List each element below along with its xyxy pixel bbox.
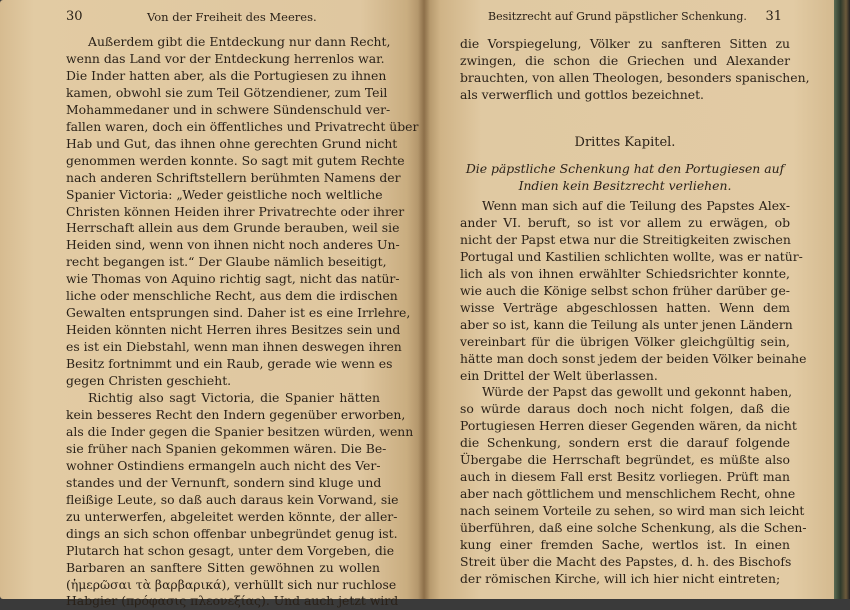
text-line: standes und der Vernunft, sondern sind kluge und <box>66 474 382 490</box>
text-line: als verwerflich und gottlos bezeichnet. <box>460 86 704 102</box>
text-line: wenn das Land vor der Entdeckung herrenlos war. <box>66 50 385 66</box>
text-line: nicht der Papst etwa nur die Streitigkeiten zwischen <box>460 231 791 247</box>
text-line: fleißige Leute, so daß auch daraus kein Vorwand, sie <box>66 491 399 507</box>
book-cover-edge <box>834 0 850 599</box>
right-page <box>424 0 834 599</box>
text-line: so würde daraus doch noch nicht folgen, daß die <box>460 401 790 417</box>
left-page <box>0 0 424 609</box>
page-number: 31 <box>765 9 782 24</box>
text-line: zu unterwerfen, abgeleitet werden könnte, der aller- <box>66 508 398 524</box>
text-line: aber nach göttlichem und menschlichem Recht, ohne <box>460 486 796 502</box>
left-page-text <box>66 34 419 610</box>
text-line: Heiden könnten nicht Herren ihres Besitzes sein und <box>66 322 401 338</box>
text-line: der römischen Kirche, will ich hier nicht eintreten; <box>460 570 781 586</box>
text-line: Mohammedaner und in schwere Sündenschuld ver- <box>66 101 391 117</box>
text-line: ander VI. beruft, so ist vor allem zu erwägen, ob <box>460 214 790 230</box>
text-line: Würde der Papst das gewollt und gekonnt haben, <box>482 384 793 400</box>
text-line: kein besseres Recht den Indern gegenüber erworben, <box>66 406 406 422</box>
text-line: zwingen, die schon die Griechen und Alexander <box>460 52 790 68</box>
text-line: Plutarch hat schon gesagt, unter dem Vorgeben, die <box>66 542 395 558</box>
text-line: gegen Christen geschieht. <box>66 373 232 389</box>
text-line: Streit über die Macht des Papstes, d. h. des Bischofs <box>460 554 792 570</box>
text-line: hätte man doch sonst jedem der beiden Völker beinahe <box>460 350 807 366</box>
text-line: Habgier (πρόφασις πλεονεξίας). Und auch jetzt wird <box>66 593 399 609</box>
text-line: wie auch die Könige selbst schon früher darüber ge- <box>460 282 790 298</box>
text-line: nach anderen Schriftstellern berühmten Namens der <box>66 169 401 185</box>
text-line: die Schenkung, sondern erst die darauf folgende <box>460 435 790 451</box>
right-page-top-text <box>460 36 810 104</box>
text-line: Die Inder hatten aber, als die Portugiesen zu ihnen <box>66 67 387 83</box>
text-line: wohner Ostindiens ermangeln auch nicht des Ver- <box>66 457 381 473</box>
text-line: die Vorspiegelung, Völker zu sanfteren Sitten zu <box>460 36 790 51</box>
text-line: wisse Verträge abgeschlossen hatten. Wenn dem <box>460 299 790 315</box>
text-line: lich als von ihnen erwählter Schiedsrichter konnte, <box>460 265 790 281</box>
text-line: brauchten, von allen Theologen, besonders spanischen, <box>460 69 810 85</box>
text-line: fallen waren, doch ein öffentliches und Privatrecht über <box>66 118 419 134</box>
text-line: Hab und Gut, das ihnen ohne gerechten Grund nicht <box>66 135 398 151</box>
text-line: wie Thomas von Aquino richtig sagt, nicht das natür- <box>66 271 400 287</box>
text-line: es ist ein Diebstahl, wenn man ihnen deswegen ihren <box>66 339 402 355</box>
text-line: genommen werden konnte. So sagt mit gutem Rechte <box>66 152 405 168</box>
chapter-subtitle-line: Indien kein Besitzrecht verliehen. <box>518 178 732 193</box>
text-line: Barbaren an sanftere Sitten gewöhnen zu wollen <box>66 559 380 575</box>
running-head: Besitzrecht auf Grund päpstlicher Schenkung. <box>488 10 747 23</box>
running-head: Von der Freiheit des Meeres. <box>147 10 317 24</box>
text-line: auch in diesem Fall erst Besitz vorliegen. Prüft man <box>460 469 790 485</box>
text-line: kung einer fremden Sache, wertlos ist. In einen <box>460 537 790 553</box>
text-line: vereinbart für die übrigen Völker gleichgültig sein, <box>460 333 790 349</box>
text-line: ein Drittel der Welt überlassen. <box>460 367 658 383</box>
text-line: Spanier Victoria: „Weder geistliche noch weltliche <box>66 186 383 202</box>
text-line: Herrschaft allein aus dem Grunde berauben, weil sie <box>66 220 400 236</box>
chapter-title: Drittes Kapitel. <box>574 135 676 150</box>
text-line: aber so ist, kann die Teilung als unter jenen Ländern <box>460 316 793 332</box>
book-gutter <box>418 0 430 599</box>
text-line: Richtig also sagt Victoria, die Spanier hätten <box>88 390 380 406</box>
text-line: liche oder menschliche Recht, aus dem die irdischen <box>66 288 398 304</box>
text-line: Besitz fortnimmt und ein Raub, gerade wie wenn es <box>66 356 393 372</box>
text-line: recht begangen ist.“ Der Glaube nämlich beseitigt, <box>66 254 387 270</box>
text-line: als die Inder gegen die Spanier besitzen würden, wenn <box>66 423 414 439</box>
text-line: Gewalten entsprungen sind. Daher ist es eine Irrlehre, <box>66 305 411 321</box>
text-line: Christen können Heiden ihrer Privatrechte oder ihrer <box>66 203 405 219</box>
right-page-body-text <box>460 198 807 588</box>
text-line: Wenn man sich auf die Teilung des Papstes Alex- <box>482 198 790 213</box>
text-line: dings an sich schon offenbar unbegründet genug ist. <box>66 525 398 541</box>
text-line: (ἡμερῶσαι τὰ βαρβαρικά), verhüllt sich nur ruchlose <box>66 576 397 592</box>
text-line: Übergabe die Herrschaft begründet, es müßte also <box>460 452 790 468</box>
text-line: Portugiesen Herren dieser Gegenden wären, da nicht <box>460 418 797 434</box>
page-number: 30 <box>66 9 83 24</box>
chapter-subtitle <box>460 160 790 194</box>
text-line: nach seinem Vorteile zu sehen, so wird man sich leicht <box>460 503 805 519</box>
text-line: Heiden sind, wenn von ihnen nicht noch anderes Un- <box>66 237 400 253</box>
text-line: sie früher nach Spanien gekommen wären. Die Be- <box>66 440 387 456</box>
text-line: überführen, daß eine solche Schenkung, als die Schen- <box>460 520 807 536</box>
text-line: kamen, obwohl sie zum Teil Götzendiener, zum Teil <box>66 84 388 100</box>
text-line: Portugal und Kastilien schlichten wollte, was er natür- <box>460 248 803 264</box>
chapter-subtitle-line: Die päpstliche Schenkung hat den Portugiesen auf <box>465 161 785 176</box>
text-line: Außerdem gibt die Entdeckung nur dann Recht, <box>88 34 391 49</box>
